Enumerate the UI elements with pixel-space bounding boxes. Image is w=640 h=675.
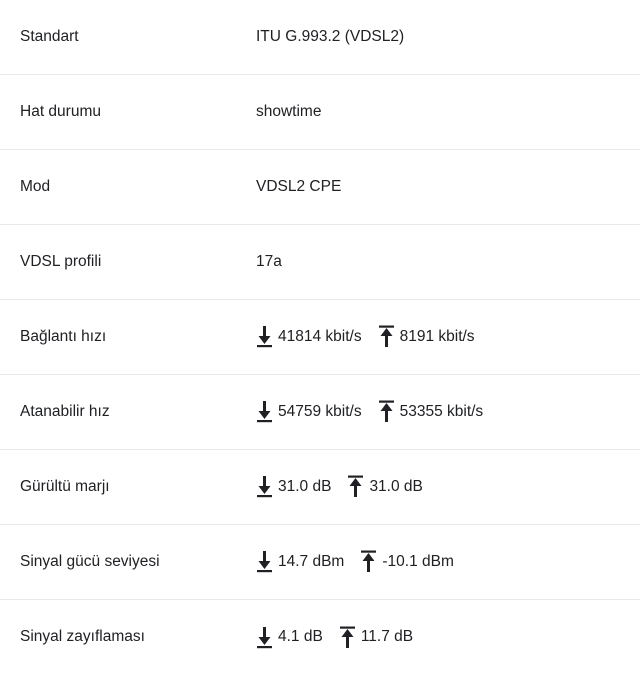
downstream-value: [256, 626, 323, 650]
upstream-value: [347, 475, 422, 499]
table-row: [0, 300, 640, 375]
downstream-value: [256, 550, 344, 574]
row-label: Atanabilir hız: [20, 402, 110, 420]
table-row: [0, 0, 640, 75]
row-value: [256, 626, 640, 650]
row-label: Bağlantı hızı: [20, 327, 107, 345]
row-label: VDSL profili: [20, 252, 102, 270]
download-arrow-icon: [256, 550, 273, 574]
upload-arrow-icon: [339, 626, 356, 650]
table-row: [0, 150, 640, 225]
row-value: ITU G.993.2 (VDSL2): [256, 27, 405, 45]
downstream-number: 14.7 dBm: [278, 552, 345, 570]
row-label: Sinyal gücü seviyesi: [20, 552, 160, 570]
row-value: VDSL2 CPE: [256, 177, 342, 195]
row-value: [256, 475, 640, 499]
download-arrow-icon: [256, 400, 273, 424]
upstream-number: -10.1 dBm: [382, 552, 454, 570]
downstream-value: [256, 400, 362, 424]
table-row: [0, 375, 640, 450]
upstream-value: [339, 626, 413, 650]
table-row: [0, 525, 640, 600]
upstream-value: [378, 325, 475, 349]
downstream-number: 54759 kbit/s: [278, 402, 362, 420]
upstream-number: 53355 kbit/s: [399, 402, 484, 420]
upstream-number: 8191 kbit/s: [399, 327, 475, 345]
table-row: [0, 450, 640, 525]
row-value: [256, 400, 640, 424]
row-label: Gürültü marjı: [20, 477, 110, 495]
download-arrow-icon: [256, 475, 273, 499]
upload-arrow-icon: [378, 325, 395, 349]
row-value: [256, 325, 640, 349]
downstream-value: [256, 325, 362, 349]
row-value: showtime: [256, 102, 322, 120]
downstream-value: [256, 475, 331, 499]
downstream-number: 41814 kbit/s: [278, 327, 362, 345]
upload-arrow-icon: [378, 400, 395, 424]
upstream-number: 31.0 dB: [369, 477, 423, 495]
downstream-number: 31.0 dB: [278, 477, 332, 495]
upload-arrow-icon: [347, 475, 364, 499]
row-value: [256, 550, 640, 574]
upstream-value: [378, 400, 484, 424]
upload-arrow-icon: [360, 550, 377, 574]
table-row: [0, 600, 640, 675]
table-row: [0, 225, 640, 300]
row-label: Sinyal zayıflaması: [20, 628, 145, 646]
row-label: Hat durumu: [20, 102, 101, 120]
upstream-number: 11.7 dB: [360, 628, 414, 646]
row-value: 17a: [256, 252, 282, 270]
row-label: Mod: [20, 177, 51, 195]
download-arrow-icon: [256, 626, 273, 650]
downstream-number: 4.1 dB: [278, 628, 323, 646]
upstream-value: [360, 550, 454, 574]
download-arrow-icon: [256, 325, 273, 349]
table-row: [0, 75, 640, 150]
row-label: Standart: [20, 27, 79, 45]
